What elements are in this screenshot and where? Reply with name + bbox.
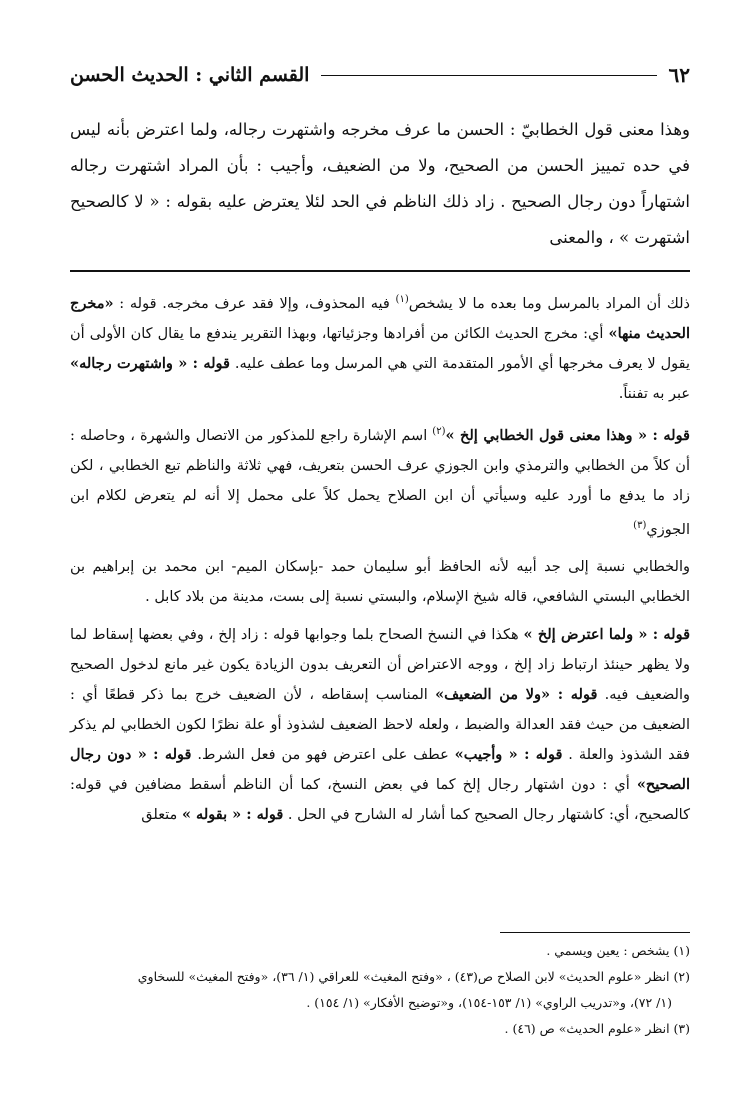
running-title: القسم الثاني : الحديث الحسن	[70, 64, 310, 86]
quote: قوله : « وهذا معنى قول الخطابي إلخ »	[445, 426, 690, 444]
footnote-2-continued: (١/ ٧٢)، و«تدريب الراوي» (١/ ١٥٣-١٥٤)، و«توضيح الأفكار» (١/ ١٥٤) .	[306, 995, 672, 1010]
quote: قوله : « دون رجال الصحيح»	[70, 746, 690, 794]
footnote-1: (١) يشخص : يعين ويسمي .	[546, 943, 690, 958]
quote: قوله : « بقوله »	[181, 806, 284, 824]
footnote-ref-2: (٢)	[432, 425, 446, 437]
page-header	[70, 60, 690, 90]
main-text	[70, 112, 690, 256]
page-number: ٦٢	[668, 63, 690, 87]
footnote-ref-1: (١)	[395, 294, 409, 305]
book-page	[70, 0, 690, 1095]
commentary	[70, 285, 690, 836]
section-divider	[70, 270, 690, 272]
footnotes	[70, 938, 690, 1042]
quote: قوله : « وأجيب»	[454, 746, 563, 764]
footnote-rule	[500, 932, 690, 933]
commentary-paragraph-3: والخطابي نسبة إلى جد أبيه لأنه الحافظ أبو سليمان حمد -بإسكان الميم- ابن محمد بن إبراهيم بن الخطابي البستي الشافعي، قاله شيخ الإسلام، والبستي نسبة إلى بست، مدينة من بلاد كابل .	[70, 559, 690, 606]
commentary-paragraph-4: قوله : « ولما اعترض إلخ » هكذا في النسخ الصحاح بلما وجوابها قوله : زاد إلخ ، وفي بعضها إسقاط لما ولا يظهر حينئذ ارتباط زاد إلخ ، ووجه الاعتراض أن التعريف بدون الزيادة يكون غير مانع لدخول الصحيح والضعيف فيه. قوله : «ولا من الضعيف» المناسب إسقاطه ، لأن الضعيف خرج بما ذكر قطعًا أي : الضعيف من حيث فقد العدالة والضبط ، ولعله لاحظ الضعيف لشذوذ أو علة نظرًا لكون الخطابي لم يذكر فقد الشذوذ والعلة . قوله : « وأجيب» عطف على اعترض فهو من فعل الشرط. قوله : « دون رجال الصحيح» أي : دون اشتهار رجال إلخ كما في بعض النسخ، كما أن الناظم أسقط مضافين في قوله: كالصحيح، أي: كاشتهار رجال الصحيح كما أشار له الشارح في الحل . قوله : « بقوله » متعلق	[70, 626, 691, 824]
main-paragraph: وهذا معنى قول الخطابيّ : الحسن ما عرف مخرجه واشتهرت رجاله، ولما اعترض بأنه ليس في حده تمييز الحسن من الصحيح، ولا من الضعيف، وأجيب : بأن المراد اشتهرت رجاله اشتهاراً دون رجال الصحيح . زاد ذلك الناظم في الحد لئلا يعترض عليه بقوله : « لا كالصحيح اشتهرت » ، والمعنى	[70, 120, 690, 247]
header-rule	[321, 75, 656, 76]
footnote-3: (٣) انظر «علوم الحديث» ص (٤٦) .	[504, 1021, 690, 1036]
footnote-ref-3: (٣)	[633, 519, 647, 531]
commentary-paragraph-1: ذلك أن المراد بالمرسل وما بعده ما لا يشخص$^{(١)}$ فيه المحذوف، وإلا فقد عرف مخرجه. قوله : «مخرج الحديث منها» أي: مخرج الحديث الكائن من أفرادها وجزئياتها، وبهذا التقرير يندفع ما يقال كان الأولى أن يقول لا يعرف مخرجها أي الأمور المتقدمة التي هي المرسل وما عطف عليه. قوله : « واشتهرت رجاله» عبر به تفنناً.	[70, 294, 691, 402]
quote: «مخرج الحديث منها»	[70, 294, 691, 342]
footnote-2: (٢) انظر «علوم الحديث» لابن الصلاح ص(٤٣) ، «وفتح المغيث» للعراقي (١/ ٣٦)، «وفتح المغيث» للسخاوي	[137, 969, 690, 984]
quote: قوله : «ولا من الضعيف»	[435, 686, 598, 704]
quote: قوله : « ولما اعترض إلخ »	[523, 626, 690, 644]
commentary-paragraph-2: قوله : « وهذا معنى قول الخطابي إلخ »$^{(٢)}$ اسم الإشارة راجع للمذكور من الاتصال والشهرة ، وحاصله : أن كلاً من الخطابي والترمذي وابن الجوزي عرف الحسن بتعريف، فهي ثلاثة والناظم تبع الخطابي ، لكن زاد ما يدفع ما أورد عليه وسيأتي أن ابن الصلاح يحمل كلاً على محمل إلا أنه لم يتعرض لكلام ابن الجوزي$^{(٣)}$	[70, 425, 690, 538]
quote: قوله : « واشتهرت رجاله»	[70, 354, 230, 372]
